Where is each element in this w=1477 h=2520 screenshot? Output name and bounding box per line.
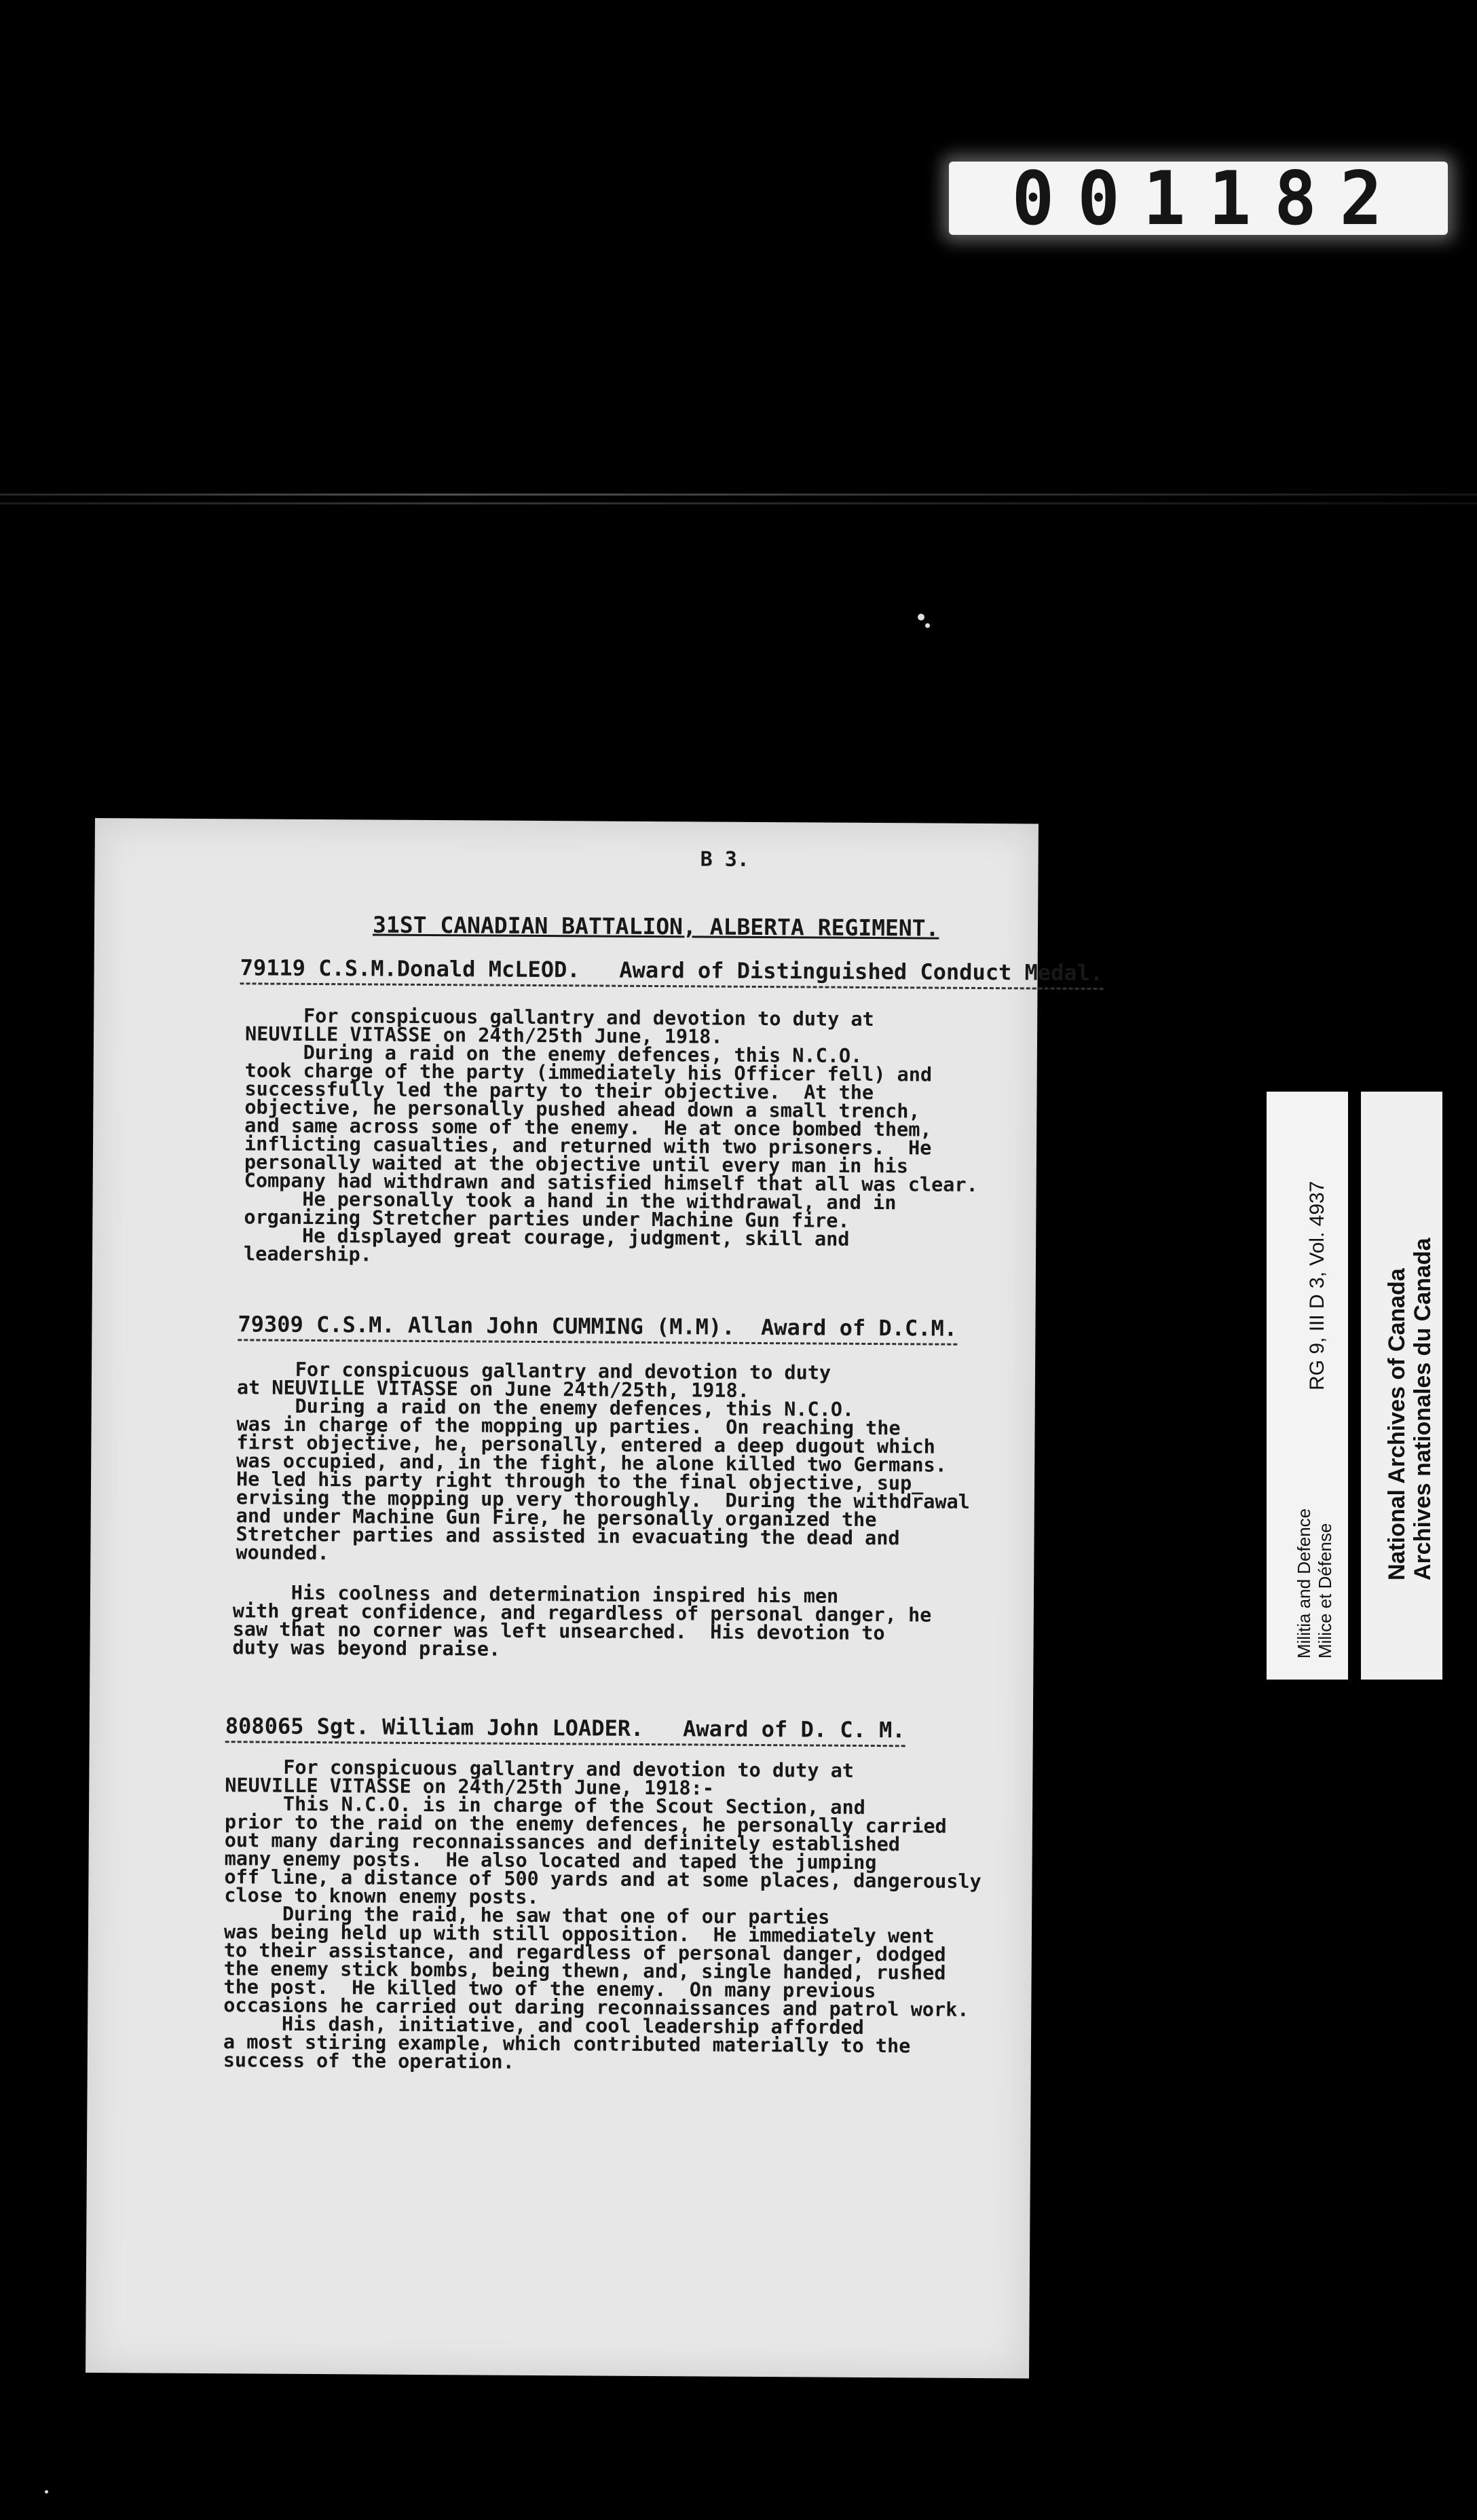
dust-speck xyxy=(45,2490,48,2494)
dust-speck xyxy=(918,614,924,620)
citation-paragraph: For conspicuous gallantry and devotion to duty at NEUVILLE VITASSE on 24th/25th June, 1918. During a raid on the enemy defences, this N.C.O. took charge of the party (immediately his Officer fell) and successfully led the party to their objective. At the objective, he personally pushed ahead down a small trench, and same across some of the enemy. He at once bombed them, inflicting casualties, and returned with two prisoners. He personally waited at the objective until every man in his Company had withdrawn and satisfied himself that all was clear. He personally took a hand in the withdrawal, and in organizing Stretcher parties under Machine Gun fire. He displayed great courage, judgment, skill and leadership. xyxy=(243,1004,978,1266)
document-page xyxy=(86,818,1104,2378)
page-mark: B 3. xyxy=(700,847,749,872)
award-heading: 808065 Sgt. William John LOADER. Award of D. C. M. xyxy=(225,1713,905,1747)
dust-speck xyxy=(925,623,930,628)
department-name-en: Militia and Defence xyxy=(1294,1508,1314,1659)
archive-reference-label xyxy=(1267,1092,1348,1680)
archive-name-label xyxy=(1361,1092,1442,1680)
archive-reference: RG 9, III D 3, Vol. 4937 xyxy=(1306,1181,1328,1390)
citation-paragraph: For conspicuous gallantry and devotion to duty at NEUVILLE VITASSE on 24th/25th June, 1918:- This N.C.O. is in charge of the Scout Section, and prior to the raid on the enemy defences, he personally carried out many daring reconnaissances and definitely established many enemy posts. He also located and taped the jumping off line, a distance of 500 yards and at some places, dangerously close to known enemy posts. During the raid, he saw that one of our parties was being held up with still opposition. He immediately went to their assistance, and regardless of personal danger, dodged the enemy stick bombs, being thewn, and, single handed, rushed the post. He killed two of the enemy. On many previous occasions he carried out daring reconnaissances and patrol work. His dash, initiative, and cool leadership afforded a most stiring example, which contributed materially to the success of the operation. xyxy=(223,1756,981,2073)
archive-name-en: National Archives of Canada xyxy=(1384,1268,1410,1580)
film-scratch xyxy=(0,502,1477,504)
archive-name xyxy=(1384,1238,1436,1581)
award-heading: 79309 C.S.M. Allan John CUMMING (M.M). Award of D.C.M. xyxy=(238,1311,957,1345)
archive-name-fr: Archives nationales du Canada xyxy=(1410,1238,1436,1580)
award-heading: 79119 C.S.M.Donald McLEOD. Award of Distinguished Conduct Medal. xyxy=(240,955,1104,990)
document-title: 31ST CANADIAN BATTALION, ALBERTA REGIMENT. xyxy=(372,911,939,942)
frame-number: 001182 xyxy=(1011,154,1406,242)
film-scratch xyxy=(0,494,1477,496)
department-name xyxy=(1294,1508,1336,1659)
department-name-fr: Milice et Défense xyxy=(1315,1523,1335,1659)
citation-paragraph: For conspicuous gallantry and devotion to duty at NEUVILLE VITASSE on June 24th/25th, 1918. During a raid on the enemy defences, this N.C.O. was in charge of the mopping up parties. On reaching the first objective, he, personally, entered a deep dugout which was occupied, and, in the fight, he alone killed two Germans. He led his party right through to the final objective, sup_ ervising the mopping up very thoroughly. During the withdrawal and under Machine Gun Fire, he personally organized the Stretcher parties and assisted in evacuating the dead and wounded. xyxy=(236,1358,970,1565)
frame-number-label xyxy=(949,154,1448,242)
citation-paragraph: His coolness and determination inspired his men with great confidence, and regardless of personal danger, he saw that no corner was left unsearched. His devotion to duty was beyond praise. xyxy=(232,1581,932,1661)
